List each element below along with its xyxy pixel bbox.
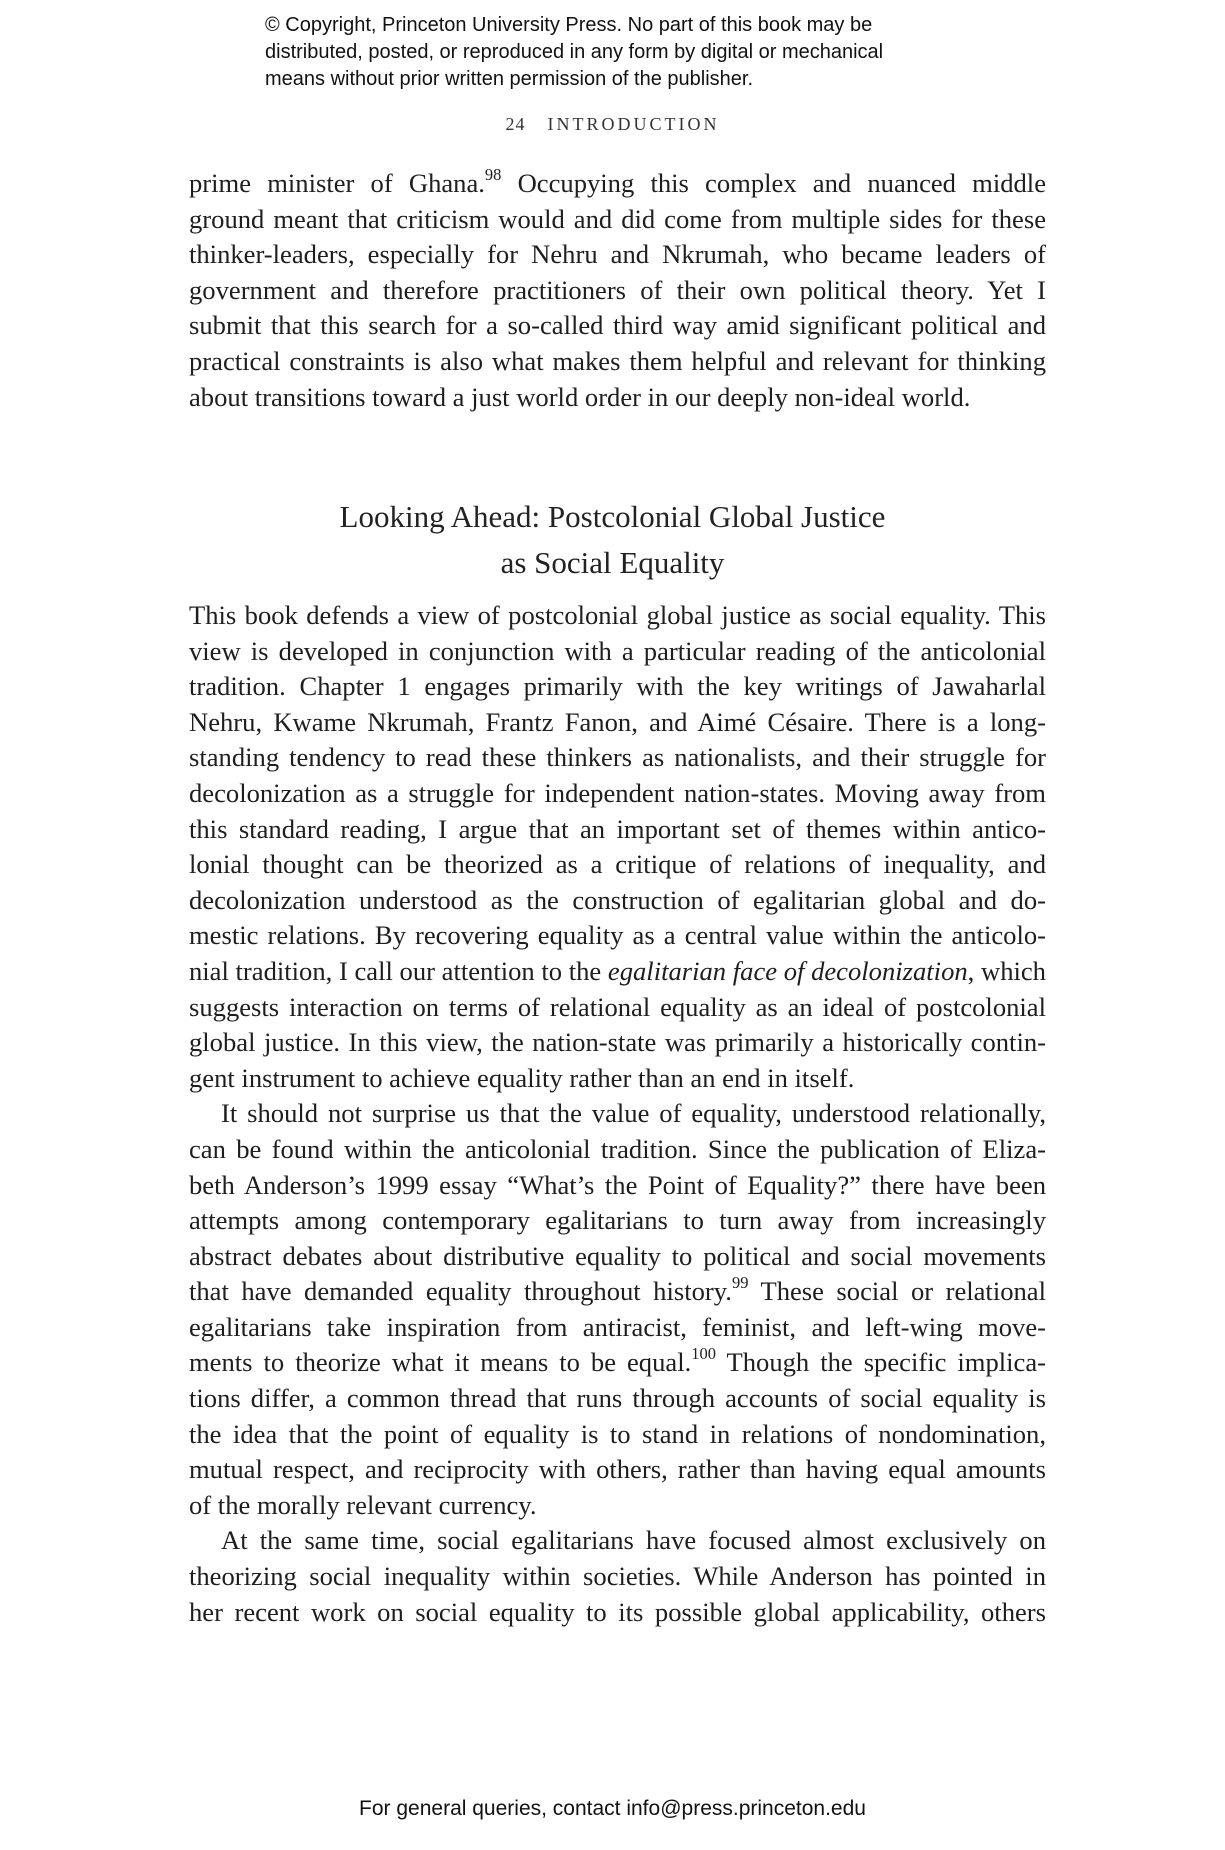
copyright-notice — [265, 12, 985, 93]
footer-contact: For general queries, contact info@press.princeton.edu — [359, 1797, 866, 1820]
text-line: egalitarians take inspiration from antiracist, feminist, and left-wing move- — [189, 1311, 1046, 1342]
text-line: attempts among contemporary egalitarians to turn away from increasingly — [189, 1205, 1046, 1236]
opening-paragraph — [189, 166, 1046, 415]
text-line: global justice. In this view, the nation-state was primarily a historically contin- — [189, 1027, 1046, 1058]
text-line: tions differ, a common thread that runs through accounts of social equality is — [189, 1383, 1046, 1414]
text-line: suggests interaction on terms of relational equality as an ideal of postcolonial — [189, 991, 1046, 1022]
text-line: mestic relations. By recovering equality as a central value within the anticolo- — [189, 920, 1046, 951]
copyright-line: means without prior written permission of the publisher. — [265, 68, 754, 90]
footnote-ref[interactable]: 98 — [484, 164, 502, 184]
running-head — [0, 114, 1225, 135]
text-line: Nehru, Kwame Nkrumah, Frantz Fanon, and Aimé Césaire. There is a long- — [189, 706, 1046, 737]
heading-line: Looking Ahead: Postcolonial Global Justice — [339, 499, 886, 534]
text-line: about transitions toward a just world order in our deeply non-ideal world. — [189, 381, 971, 412]
page-number: 24 — [505, 114, 526, 134]
text-line: prime minister of Ghana.$^{98}$ Occupying this complex and nuanced middle — [189, 164, 1047, 198]
text-line: of the morally relevant currency. — [189, 1489, 537, 1520]
text-line: thinker-leaders, especially for Nehru and Nkrumah, who became leaders of — [189, 239, 1046, 270]
text-line: decolonization as a struggle for independent nation-states. Moving away from — [189, 777, 1046, 808]
text-line: beth Anderson’s 1999 essay “What’s the Point of Equality?” there have been — [189, 1169, 1046, 1200]
text-line: this standard reading, I argue that an important set of themes within antico- — [189, 813, 1046, 844]
text-line: practical constraints is also what makes them helpful and relevant for thinking — [189, 345, 1046, 376]
text-line: view is developed in conjunction with a particular reading of the anticolonial — [189, 635, 1046, 666]
heading-line: as Social Equality — [500, 545, 725, 580]
body-paragraphs — [189, 598, 1046, 1630]
text-line: standing tendency to read these thinkers as nationalists, and their struggle for — [189, 742, 1046, 773]
footnote-ref[interactable]: 100 — [691, 1344, 716, 1364]
text-line: submit that this search for a so-called third way amid significant political and — [189, 310, 1046, 341]
copyright-line: © Copyright, Princeton University Press. No part of this book may be — [265, 14, 873, 36]
copyright-line: distributed, posted, or reproduced in any form by digital or mechanical — [265, 41, 884, 63]
text-line: her recent work on social equality to its possible global applicability, others — [189, 1596, 1046, 1627]
text-line: At the same time, social egalitarians have focused almost exclusively on — [221, 1525, 1046, 1556]
italic-phrase: egalitarian face of decolonization — [607, 955, 968, 986]
text-line: ments to theorize what it means to be equal.$^{100}$ Though the specific implica- — [189, 1344, 1047, 1378]
text-line: the idea that the point of equality is to stand in relations of nondomination, — [189, 1418, 1046, 1449]
text-line: This book defends a view of postcolonial global justice as social equality. This — [189, 600, 1046, 630]
text-line: decolonization understood as the construction of egalitarian global and do- — [189, 884, 1046, 915]
text-line: theorizing social inequality within societies. While Anderson has pointed in — [189, 1561, 1046, 1592]
text-line: nial tradition, I call our attention to the egalitarian face of decolonization, which — [189, 955, 1046, 986]
text-line: mutual respect, and reciprocity with others, rather than having equal amounts — [189, 1454, 1046, 1485]
text-line: that have demanded equality throughout history.$^{99}$ These social or relational — [189, 1272, 1046, 1307]
text-line: abstract debates about distributive equality to political and social movements — [189, 1240, 1046, 1271]
text-line: lonial thought can be theorized as a critique of relations of inequality, and — [189, 849, 1046, 880]
text-line: gent instrument to achieve equality rather than an end in itself. — [189, 1062, 855, 1093]
text-line: can be found within the anticolonial tradition. Since the publication of Eliza- — [189, 1133, 1046, 1164]
chapter-title: INTRODUCTION — [547, 114, 720, 134]
text-line: It should not surprise us that the value of equality, understood relationally, — [221, 1098, 1046, 1129]
section-heading — [0, 494, 1225, 586]
text-line: tradition. Chapter 1 engages primarily with the key writings of Jawaharlal — [189, 671, 1046, 702]
footnote-ref[interactable]: 99 — [731, 1272, 749, 1292]
text-line: government and therefore practitioners of their own political theory. Yet I — [189, 274, 1046, 305]
text-line: ground meant that criticism would and did come from multiple sides for these — [189, 203, 1046, 234]
